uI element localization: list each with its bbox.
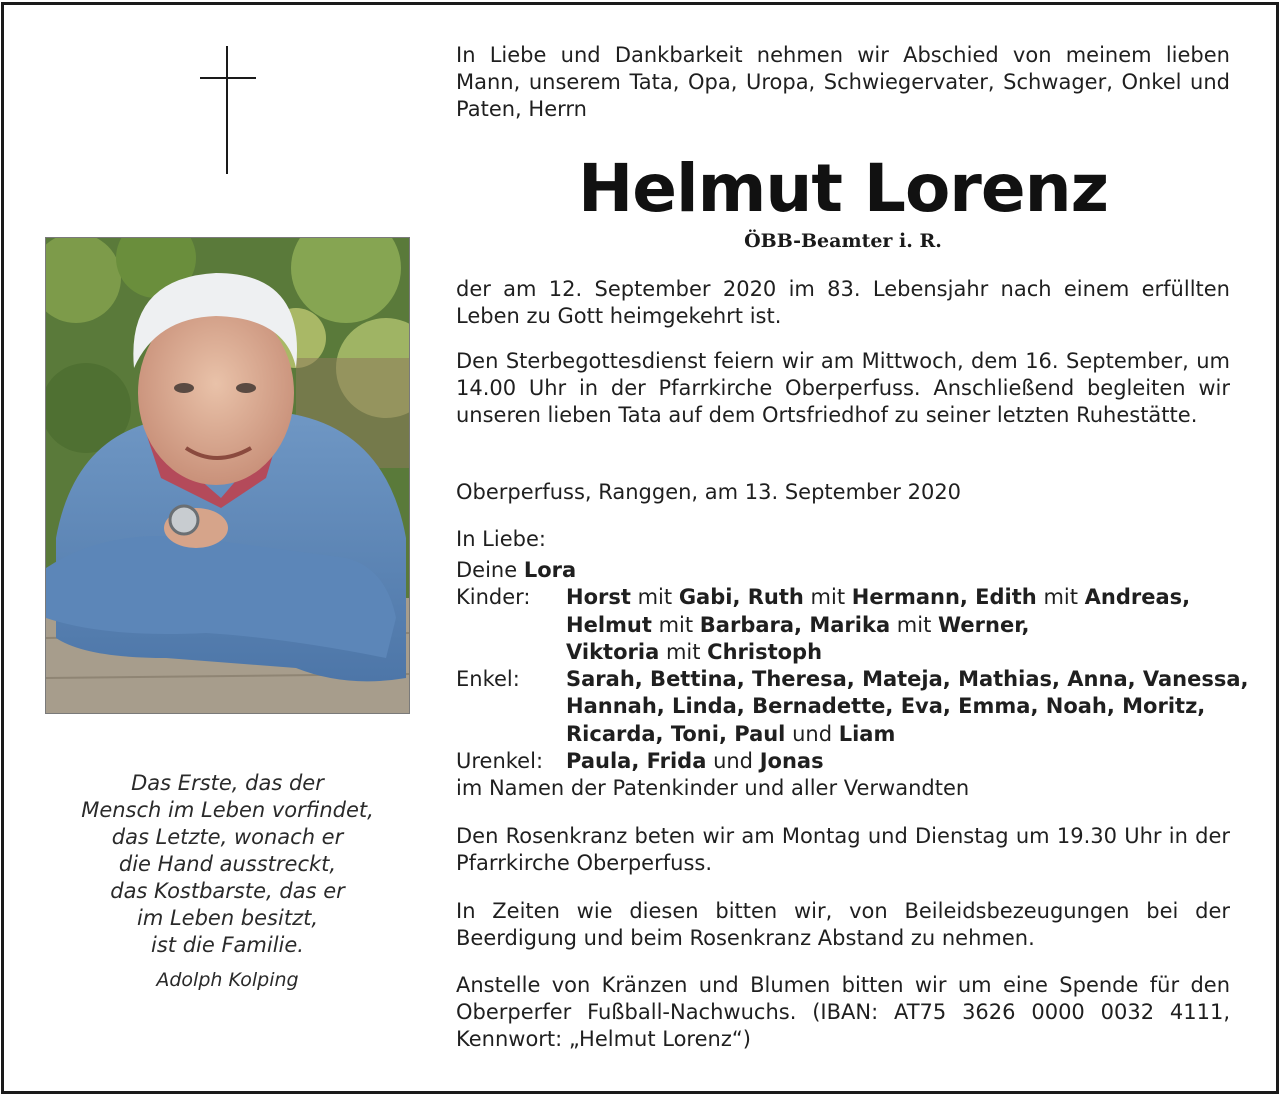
relatives-row: [456, 775, 1256, 802]
intro-text: In Liebe und Dankbarkeit nehmen wir Abschied von meinem lieben Mann, unserem Tata, Opa, Uropa, Schwiegervater, Schwager, Onkel und Paten, Herrn: [456, 43, 1230, 121]
relatives-text: im Namen der Patenkinder und aller Verwandten: [456, 776, 970, 801]
child-name: Werner,: [938, 612, 1030, 637]
connector: und: [792, 721, 833, 746]
child-name: Hermann, Edith: [851, 585, 1037, 610]
in-love-label: In Liebe:: [456, 527, 546, 551]
quote-line: das Kostbarste, das er: [110, 879, 345, 903]
connector: mit: [896, 612, 932, 637]
death-text: der am 12. September 2020 im 83. Lebensjahr nach einem erfüllten Leben zu Gott heimgekehrt ist.: [456, 277, 1230, 328]
wife-prefix: Deine: [456, 558, 518, 582]
child-name: Horst: [566, 585, 631, 610]
great-grandchild-name: Paula, Frida: [566, 749, 707, 774]
deceased-name: Helmut Lorenz: [577, 150, 1109, 227]
place-date: Oberperfuss, Ranggen, am 13. September 2020: [456, 480, 962, 504]
rosary-text: Den Rosenkranz beten wir am Montag und Dienstag um 19.30 Uhr in der Pfarrkirche Oberperfuss.: [456, 824, 1230, 875]
donation-text: Anstelle von Kränzen und Blumen bitten wir um eine Spende für den Oberperfer Fußball-Nachwuchs. (IBAN: AT75 3626 0000 0032 4111, Kennwort: „Helmut Lorenz“): [456, 973, 1230, 1051]
child-name: Christoph: [707, 639, 823, 664]
quote-line: Das Erste, das der: [131, 771, 324, 795]
connector: mit: [810, 585, 846, 610]
great-grandchildren-row: [456, 748, 1256, 775]
children-row-2: [456, 612, 1256, 639]
children-row: [456, 584, 1256, 611]
connector: mit: [665, 639, 701, 664]
great-grandchild-name: Jonas: [759, 749, 824, 774]
connector: und: [713, 749, 754, 774]
distance-text: In Zeiten wie diesen bitten wir, von Beileidsbezeugungen bei der Beerdigung und beim Rosenkranz Abstand zu nehmen.: [456, 899, 1230, 950]
child-name: Viktoria: [566, 639, 660, 664]
grandchildren-names: Hannah, Linda, Bernadette, Eva, Emma, Noah, Moritz,: [566, 694, 1206, 719]
grandchildren-names: Sarah, Bettina, Theresa, Mateja, Mathias, Anna, Vanessa,: [566, 667, 1249, 692]
family-list: [456, 557, 1256, 803]
grandchildren-label: Enkel:: [456, 667, 520, 692]
grandchildren-row-3: [456, 721, 1256, 748]
connector: mit: [1043, 585, 1078, 610]
quote-line: das Letzte, wonach er: [111, 825, 344, 849]
children-label: Kinder:: [456, 585, 531, 610]
child-name: Barbara, Marika: [699, 612, 891, 637]
funeral-text: Den Sterbegottesdienst feiern wir am Mittwoch, dem 16. September, um 14.00 Uhr in der Pfarrkirche Oberperfuss. Anschließend begleiten wir unseren lieben Tata auf dem Ortsfriedhof zu seiner letzten Ruhestätte.: [456, 349, 1230, 427]
cross-icon: [200, 46, 256, 174]
grandchildren-row: [456, 666, 1256, 693]
connector: mit: [658, 612, 694, 637]
wife-name: Lora: [523, 558, 577, 582]
child-name: Gabi, Ruth: [678, 585, 804, 610]
quote-author: Adolph Kolping: [156, 969, 299, 991]
portrait-photo: [45, 237, 410, 714]
wife-row: [456, 557, 1256, 584]
quote-line: die Hand ausstreckt,: [118, 852, 337, 876]
quote-line: Mensch im Leben vorfindet,: [81, 798, 374, 822]
children-row-3: [456, 639, 1256, 666]
great-grandchildren-label: Urenkel:: [456, 749, 544, 774]
child-name: Helmut: [566, 612, 652, 637]
grandchild-name: Ricarda, Toni, Paul: [566, 721, 786, 746]
quote-line: ist die Familie.: [151, 933, 304, 957]
quote: [40, 770, 415, 994]
quote-line: im Leben besitzt,: [136, 906, 318, 930]
grandchild-name: Liam: [838, 721, 896, 746]
deceased-title: ÖBB-Beamter i. R.: [744, 230, 942, 252]
grandchildren-row-2: [456, 693, 1256, 720]
child-name: Andreas,: [1084, 585, 1191, 610]
connector: mit: [637, 585, 673, 610]
